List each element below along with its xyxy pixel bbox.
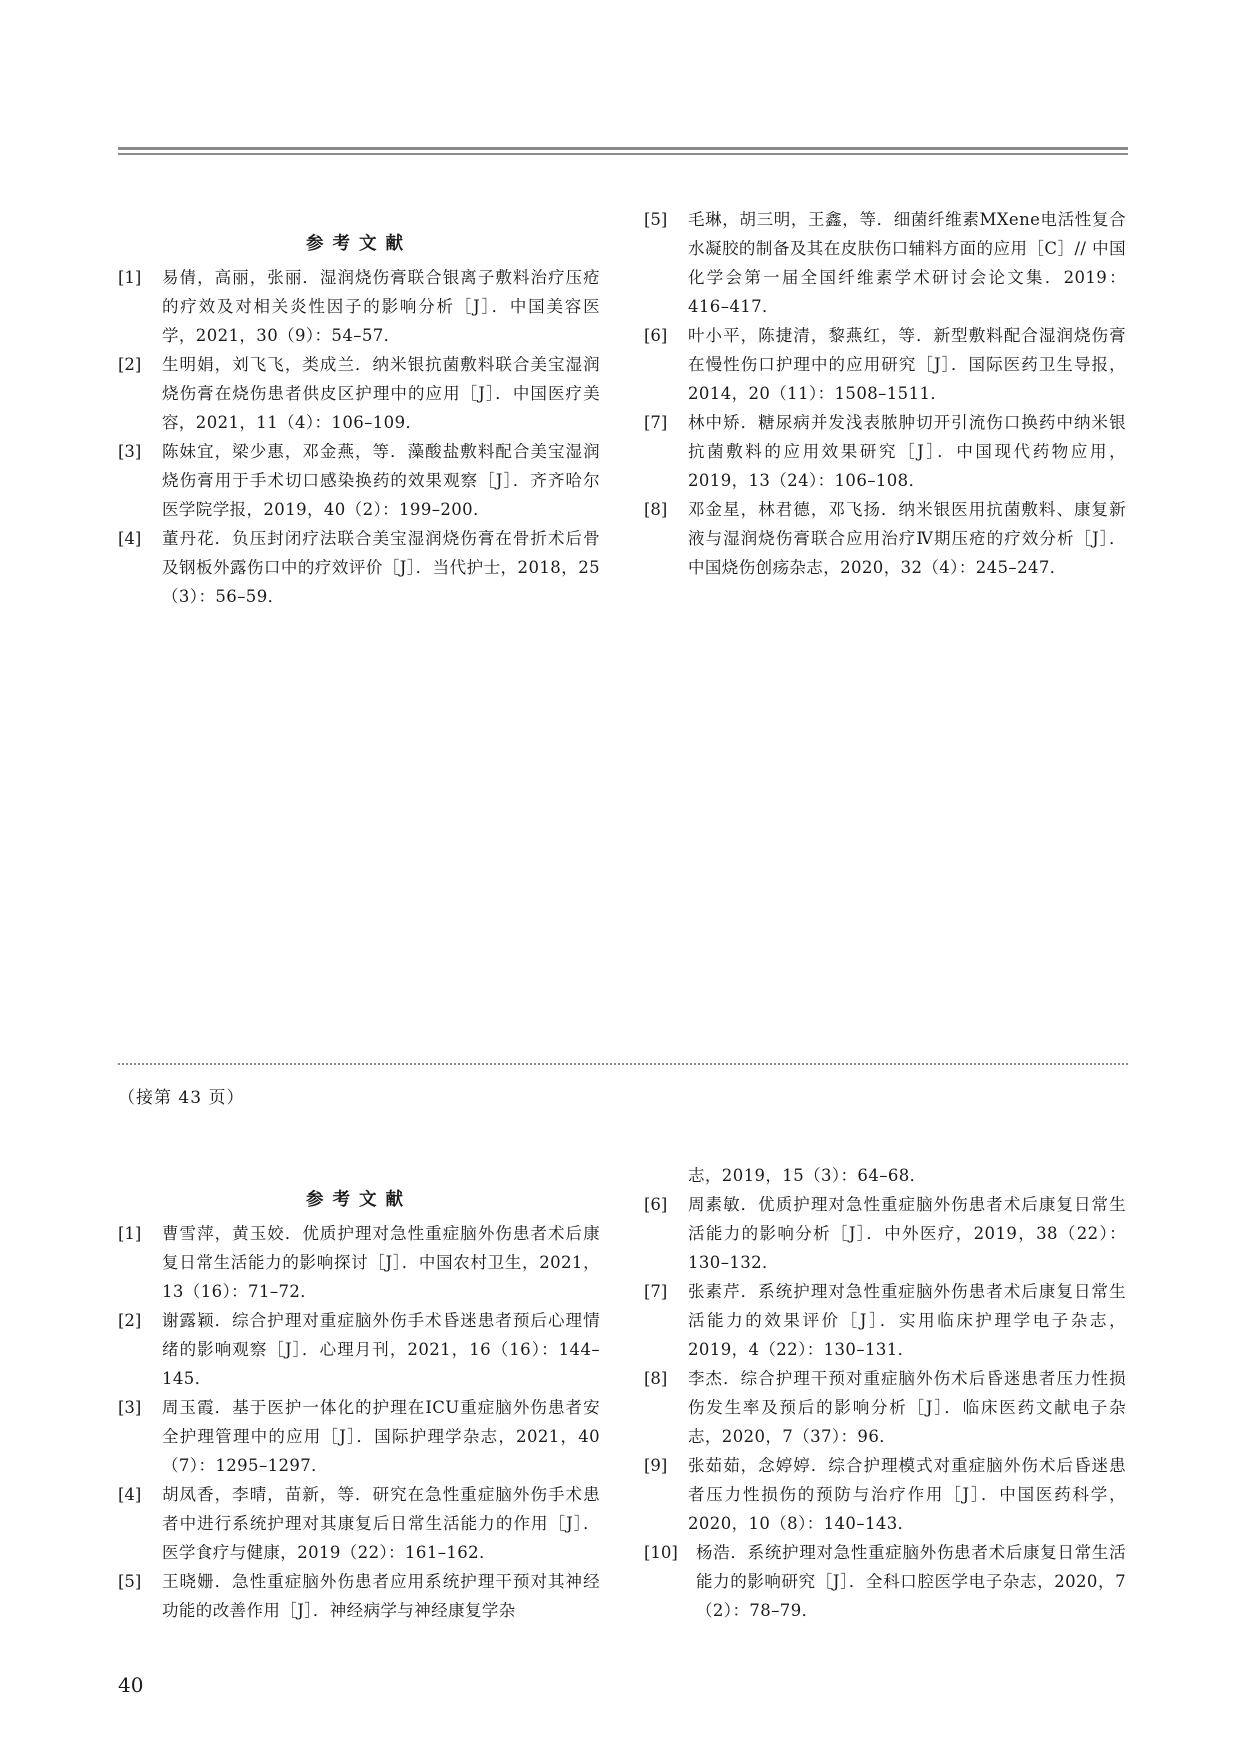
reference-text: 生明娟，刘飞飞，类成兰．纳米银抗菌敷料联合美宝湿润烧伤膏在烧伤患者供皮区护理中的应用［J］．中国医疗美容，2021，11（4）：106–109． (162, 355, 600, 432)
reference-item (644, 321, 1126, 408)
reference-item (118, 350, 600, 437)
reference-number: [6] (644, 1195, 668, 1214)
reference-text: 叶小平，陈捷清，黎燕红，等．新型敷料配合湿润烧伤膏在慢性伤口护理中的应用研究［J］．国际医药卫生导报，2014，20（11）：1508–1511． (688, 326, 1126, 403)
reference-item (118, 263, 600, 350)
reference-number: [5] (118, 1572, 142, 1591)
reference-number: [6] (644, 326, 668, 345)
reference-number: [4] (118, 529, 142, 548)
references-heading: 参考文献 (306, 234, 412, 254)
reference-item (644, 1277, 1126, 1364)
reference-item (644, 1364, 1126, 1451)
reference-number: [4] (118, 1485, 142, 1504)
reference-item (118, 1567, 600, 1625)
references-heading: 参考文献 (306, 1190, 412, 1210)
reference-item (118, 1219, 600, 1306)
reference-item (118, 437, 600, 524)
reference-item (118, 1393, 600, 1480)
reference-text: 林中矫．糖尿病并发浅表脓肿切开引流伤口换药中纳米银抗菌敷料的应用效果研究［J］．中国现代药物应用，2019，13（24）：106–108． (688, 413, 1126, 490)
continuation-note: （接第 43 页） (118, 1088, 245, 1108)
reference-number: [7] (644, 413, 668, 432)
reference-text: 曹雪萍，黄玉姣．优质护理对急性重症脑外伤患者术后康复日常生活能力的影响探讨［J］．中国农村卫生，2021，13（16）：71–72． (162, 1224, 600, 1301)
reference-item (644, 1538, 1126, 1625)
reference-item (644, 408, 1126, 495)
top-left-column (118, 229, 600, 611)
reference-text: 杨浩．系统护理对急性重症脑外伤患者术后康复日常生活能力的影响研究［J］．全科口腔医学电子杂志，2020，7（2）：78–79． (696, 1543, 1126, 1620)
reference-number: [3] (118, 1398, 142, 1417)
section-divider (118, 1063, 1128, 1065)
reference-number: [9] (644, 1456, 668, 1475)
reference-number: [1] (118, 268, 142, 287)
reference-text: 易倩，高丽，张丽．湿润烧伤膏联合银离子敷料治疗压疮的疗效及对相关炎性因子的影响分析［J］．中国美容医学，2021，30（9）：54–57． (162, 268, 600, 345)
reference-number: [2] (118, 1311, 142, 1330)
reference-item (118, 1480, 600, 1567)
reference-text: 周素敏．优质护理对急性重症脑外伤患者术后康复日常生活能力的影响分析［J］．中外医疗，2019，38（22）：130–132． (688, 1195, 1126, 1272)
reference-item (644, 1451, 1126, 1538)
reference-text: 王晓姗．急性重症脑外伤患者应用系统护理干预对其神经功能的改善作用［J］．神经病学与神经康复学杂 (162, 1572, 600, 1620)
reference-text: 张茹茹，念婷婷．综合护理模式对重症脑外伤术后昏迷患者压力性损伤的预防与治疗作用［J］．中国医药科学，2020，10（8）：140–143． (688, 1456, 1126, 1533)
header-rule (118, 147, 1128, 155)
reference-text: 胡凤香，李晴，苗新，等．研究在急性重症脑外伤手术患者中进行系统护理对其康复后日常生活能力的作用［J］．医学食疗与健康，2019（22）：161–162． (162, 1485, 600, 1562)
page-number: 40 (118, 1673, 144, 1697)
reference-text: 董丹花．负压封闭疗法联合美宝湿润烧伤膏在骨折术后骨及钢板外露伤口中的疗效评价［J］．当代护士，2018，25（3）：56–59． (162, 529, 600, 606)
reference-continuation: 志，2019，15（3）：64–68． (688, 1166, 927, 1185)
reference-item (118, 1306, 600, 1393)
reference-item (644, 205, 1126, 321)
bottom-left-column (118, 1185, 600, 1625)
reference-number: [5] (644, 210, 668, 229)
reference-item (118, 524, 600, 611)
top-right-column (644, 205, 1126, 582)
reference-item (644, 1190, 1126, 1277)
reference-text: 李杰．综合护理干预对重症脑外伤术后昏迷患者压力性损伤发生率及预后的影响分析［J］．临床医药文献电子杂志，2020，7（37）：96． (688, 1369, 1126, 1446)
reference-number: [7] (644, 1282, 668, 1301)
reference-number: [8] (644, 1369, 668, 1388)
reference-item (644, 495, 1126, 582)
reference-text: 陈妹宜，梁少惠，邓金燕，等．藻酸盐敷料配合美宝湿润烧伤膏用于手术切口感染换药的效果观察［J］．齐齐哈尔医学院学报，2019，40（2）：199–200． (162, 442, 600, 519)
bottom-right-column (644, 1161, 1126, 1625)
reference-number: [10] (644, 1543, 678, 1562)
reference-number: [3] (118, 442, 142, 461)
reference-text: 毛琳，胡三明，王鑫，等．细菌纤维素MXene电活性复合水凝胶的制备及其在皮肤伤口辅料方面的应用［C］// 中国化学会第一届全国纤维素学术研讨会论文集．2019：416–417． (688, 210, 1126, 316)
reference-text: 谢露颖．综合护理对重症脑外伤手术昏迷患者预后心理情绪的影响观察［J］．心理月刊，2021，16（16）：144–145． (162, 1311, 600, 1388)
reference-text: 邓金星，林君德，邓飞扬．纳米银医用抗菌敷料、康复新液与湿润烧伤膏联合应用治疗Ⅳ期压疮的疗效分析［J］．中国烧伤创疡杂志，2020，32（4）：245–247． (688, 500, 1126, 577)
reference-number: [2] (118, 355, 142, 374)
reference-number: [8] (644, 500, 668, 519)
reference-number: [1] (118, 1224, 142, 1243)
reference-text: 周玉霞．基于医护一体化的护理在ICU重症脑外伤患者安全护理管理中的应用［J］．国际护理学杂志，2021，40（7）：1295–1297． (162, 1398, 600, 1475)
reference-text: 张素芹．系统护理对急性重症脑外伤患者术后康复日常生活能力的效果评价［J］．实用临床护理学电子杂志，2019，4（22）：130–131． (688, 1282, 1126, 1359)
